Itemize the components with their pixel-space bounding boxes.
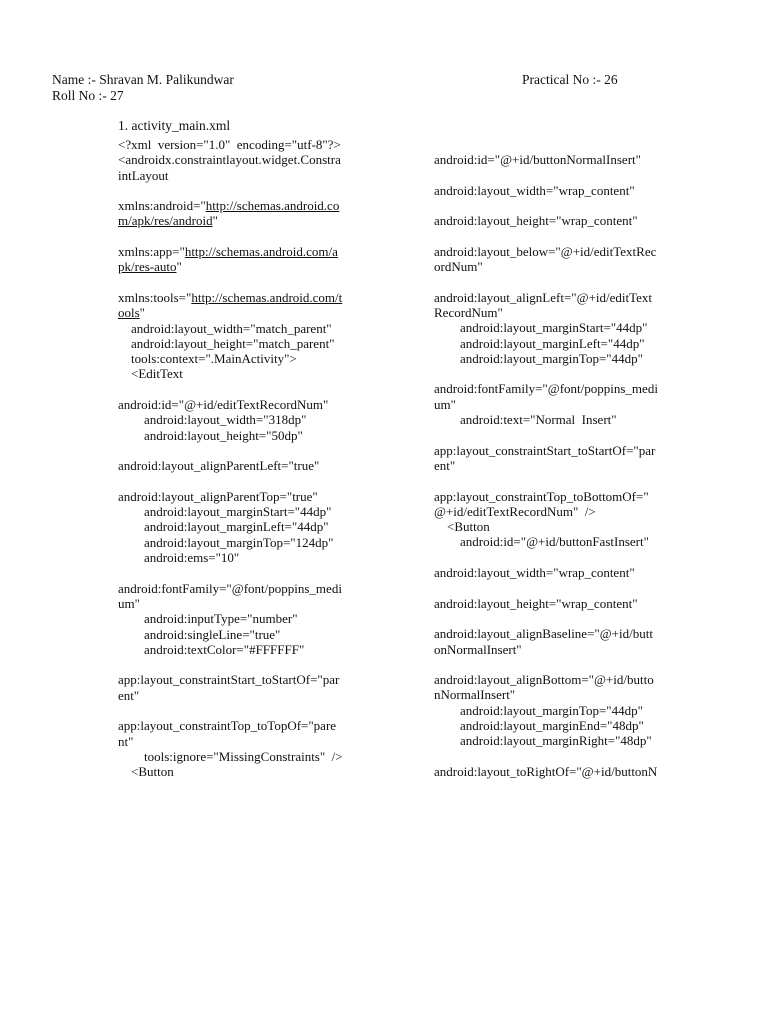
code-line	[118, 336, 343, 351]
code-line	[118, 443, 343, 458]
code-line: app:layout_constraintTop_toBottomOf="	[434, 488, 649, 504]
code-text: intLayout	[118, 167, 169, 183]
code-line: ordNum"	[434, 259, 483, 275]
practical-number: Practical No :- 26	[522, 72, 618, 87]
code-text: android:layout_width="318dp"	[118, 412, 307, 428]
code-line: android:layout_alignBaseline="@+id/butt	[434, 626, 653, 642]
code-line	[434, 198, 658, 213]
code-line	[118, 519, 343, 534]
code-text: android:layout_alignParentTop="true"	[118, 488, 318, 504]
code-text: "	[212, 213, 218, 229]
code-line	[118, 229, 343, 244]
code-line	[118, 152, 343, 167]
code-line	[118, 183, 343, 198]
schema-link[interactable]: http://schemas.android.com/t	[191, 289, 343, 305]
code-text: nt"	[118, 733, 134, 749]
code-text: android:ems="10"	[118, 550, 240, 566]
code-line	[118, 244, 343, 259]
schema-link[interactable]: m/apk/res/android	[118, 213, 213, 229]
code-line: android:layout_marginTop="44dp"	[434, 350, 643, 366]
code-text: "	[176, 259, 182, 275]
code-line	[434, 580, 658, 595]
code-text: android:layout_width="match_parent"	[118, 320, 332, 336]
code-line	[118, 504, 343, 519]
code-text: xmlns:app="	[118, 244, 185, 260]
code-line	[118, 489, 343, 504]
code-line	[118, 672, 343, 687]
code-line	[118, 458, 343, 473]
code-line	[118, 627, 343, 642]
code-line	[118, 550, 343, 565]
code-line: @+id/editTextRecordNum" />	[434, 503, 596, 519]
code-line: android:id="@+id/buttonNormalInsert"	[434, 152, 641, 167]
code-line: android:fontFamily="@font/poppins_medi	[434, 381, 658, 397]
code-line	[118, 412, 343, 427]
code-line	[434, 228, 658, 243]
code-text: android:layout_marginLeft="44dp"	[118, 519, 329, 535]
code-text: android:layout_height="match_parent"	[118, 335, 335, 351]
code-line	[118, 565, 343, 580]
code-text: ent"	[118, 687, 140, 703]
schema-link[interactable]: http://schemas.android.com/a	[184, 244, 338, 260]
schema-link[interactable]: http://schemas.android.co	[205, 198, 340, 214]
student-name: Name :- Shravan M. Palikundwar	[52, 72, 234, 87]
code-line	[118, 688, 343, 703]
code-text: android:id="@+id/editTextRecordNum"	[118, 397, 329, 413]
code-line	[118, 259, 343, 274]
code-text: tools:context=".MainActivity">	[118, 351, 297, 367]
schema-link[interactable]: pk/res-auto	[118, 259, 177, 275]
code-line: android:layout_marginTop="44dp"	[434, 702, 643, 718]
code-line	[118, 305, 343, 320]
code-line	[118, 581, 343, 596]
code-line: app:layout_constraintStart_toStartOf="par	[434, 442, 656, 458]
code-line	[118, 764, 343, 779]
code-line	[434, 550, 658, 565]
code-text: android:textColor="#FFFFFF"	[118, 641, 305, 657]
code-line: onNormalInsert"	[434, 641, 522, 657]
code-column-left	[118, 137, 343, 779]
code-line: android:layout_below="@+id/editTextRec	[434, 243, 657, 259]
code-line: android:layout_toRightOf="@+id/buttonN	[434, 763, 658, 779]
code-line: android:layout_alignLeft="@+id/editText	[434, 289, 653, 305]
code-line: android:text="Normal Insert"	[434, 412, 617, 428]
code-line	[118, 168, 343, 183]
code-line	[434, 611, 658, 626]
code-line	[434, 749, 658, 764]
code-line	[118, 382, 343, 397]
code-text: <Button	[118, 764, 174, 780]
code-line: android:layout_height="wrap_content"	[434, 595, 638, 611]
schema-link[interactable]: ools	[118, 305, 140, 321]
code-line	[118, 734, 343, 749]
code-line	[118, 611, 343, 626]
code-line	[118, 718, 343, 733]
code-text: android:inputType="number"	[118, 611, 298, 627]
code-line	[118, 749, 343, 764]
code-line	[434, 167, 658, 182]
code-line: RecordNum"	[434, 304, 503, 320]
code-line: android:layout_marginLeft="44dp"	[434, 335, 645, 351]
code-text: android:fontFamily="@font/poppins_medi	[118, 580, 342, 596]
code-line: android:id="@+id/buttonFastInsert"	[434, 534, 649, 550]
code-column-right	[434, 152, 658, 779]
code-line	[118, 213, 343, 228]
code-text: app:layout_constraintStart_toStartOf="par	[118, 672, 340, 688]
code-line: android:layout_marginRight="48dp"	[434, 733, 652, 749]
code-line: ent"	[434, 457, 456, 473]
code-line	[434, 366, 658, 381]
code-line: android:layout_marginEnd="48dp"	[434, 717, 644, 733]
code-text: "	[139, 305, 145, 321]
code-text: <?xml version="1.0" encoding="utf-8"?>	[118, 137, 341, 152]
code-line	[118, 703, 343, 718]
code-line	[434, 657, 658, 672]
code-text: tools:ignore="MissingConstraints" />	[118, 748, 343, 764]
code-text: um"	[118, 595, 140, 611]
code-text: android:layout_marginStart="44dp"	[118, 504, 332, 520]
code-line	[118, 198, 343, 213]
code-line	[118, 428, 343, 443]
code-text: android:layout_marginTop="124dp"	[118, 534, 334, 550]
code-line	[118, 290, 343, 305]
code-line	[434, 427, 658, 442]
section-heading: 1. activity_main.xml	[118, 118, 231, 133]
code-text: android:singleLine="true"	[118, 626, 281, 642]
code-line	[118, 535, 343, 550]
code-text: xmlns:tools="	[118, 289, 192, 305]
code-line	[118, 397, 343, 412]
code-line: nNormalInsert"	[434, 687, 516, 703]
code-line	[118, 137, 343, 152]
code-text: <androidx.constraintlayout.widget.Constra	[118, 152, 341, 168]
code-text: app:layout_constraintTop_toTopOf="pare	[118, 718, 337, 734]
code-line	[118, 351, 343, 366]
code-line	[434, 274, 658, 289]
code-line: um"	[434, 396, 456, 412]
code-line	[434, 473, 658, 488]
code-line	[118, 474, 343, 489]
code-line: android:layout_width="wrap_content"	[434, 182, 635, 198]
code-line: <Button	[434, 519, 490, 535]
code-line	[118, 657, 343, 672]
code-line: android:layout_alignBottom="@+id/butto	[434, 672, 654, 688]
code-line: android:layout_height="wrap_content"	[434, 213, 638, 229]
code-line	[118, 275, 343, 290]
code-line	[118, 596, 343, 611]
code-line	[118, 642, 343, 657]
code-text: android:layout_height="50dp"	[118, 427, 303, 443]
code-line	[118, 321, 343, 336]
code-line	[118, 366, 343, 381]
code-text: <EditText	[118, 366, 183, 382]
code-text: xmlns:android="	[118, 198, 206, 214]
code-line: android:layout_marginStart="44dp"	[434, 320, 648, 336]
roll-number: Roll No :- 27	[52, 88, 124, 103]
code-line: android:layout_width="wrap_content"	[434, 565, 635, 581]
code-text: android:layout_alignParentLeft="true"	[118, 458, 320, 474]
